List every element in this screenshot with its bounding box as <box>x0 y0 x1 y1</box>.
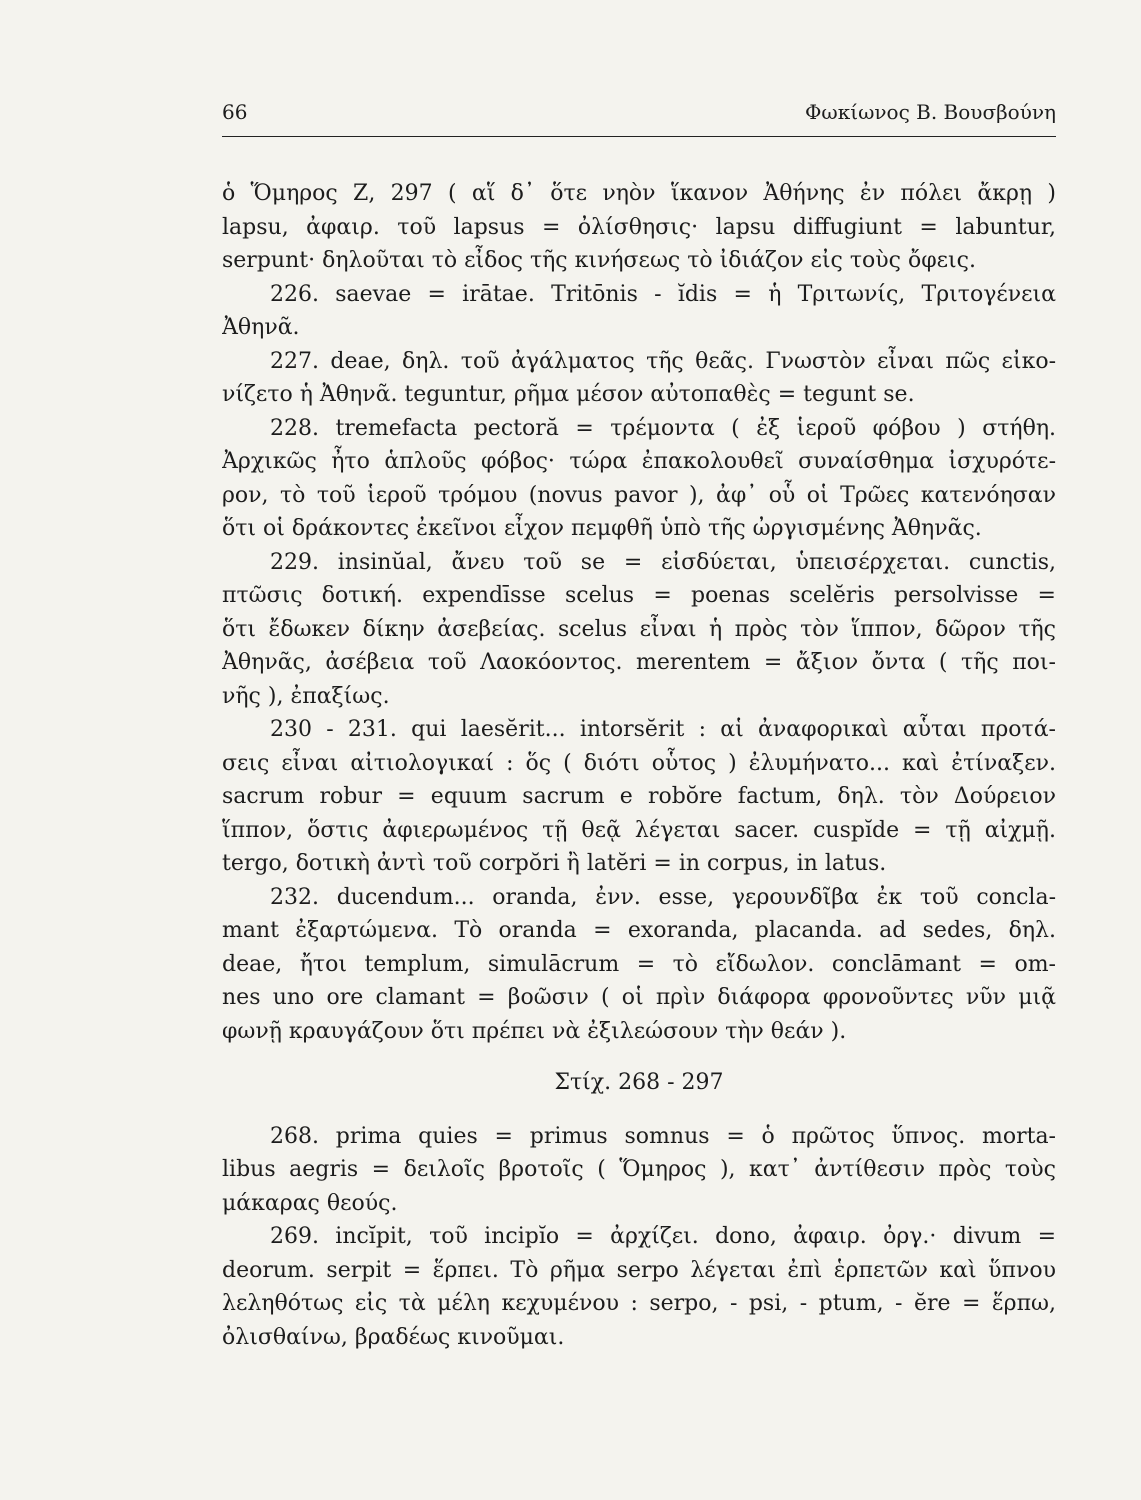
text-line: sacrum robur = equum sacrum e robŏre factum, δηλ. τὸν Δούρειον <box>222 784 1056 809</box>
text-line: ὁ Ὅμηρος Ζ, 297 ( αἵ δ᾽ ὅτε νηὸν ἵκανον Ἀθήνης ἐν πόλει ἄκρῃ ) <box>222 181 1056 206</box>
text-line: Ἀρχικῶς ἦτο ἁπλοῦς φόβος· τώρα ἐπακολουθεῖ συναίσθημα ἰσχυρότε- <box>222 449 1056 474</box>
text-line: Ἀθηνᾶ. <box>222 315 300 340</box>
text-line: νῆς ), ἐπαξίως. <box>222 683 390 709</box>
text-line: ὀλισθαίνω, βραδέως κινοῦμαι. <box>222 1324 565 1350</box>
text-line: mant ἐξαρτώμενα. Τὸ oranda = exoranda, placanda. ad sedes, δηλ. <box>222 918 1056 943</box>
text-line: deorum. serpit = ἕρπει. Τὸ ρῆμα serpo λέγεται ἐπὶ ἑρπετῶν καὶ ὕπνου <box>222 1257 1056 1283</box>
text-line: nes uno ore clamant = βοῶσιν ( οἱ πρὶν διάφορα φρονοῦντες νῦν μιᾷ <box>222 985 1056 1010</box>
text-line: 269. incĭpit, τοῦ incipĭo = ἀρχίζει. dono, ἀφαιρ. ὀργ.· divum = <box>270 1224 1056 1249</box>
text-line: νίζετο ἡ Ἀθηνᾶ. teguntur, ρῆμα μέσον αὐτοπαθὲς = tegunt se. <box>222 382 915 407</box>
section-title: Στίχ. 268 - 297 <box>554 1070 724 1095</box>
text-line: 230 - 231. qui laesĕrit... intorsĕrit : αἱ ἀναφορικαὶ αὗται προτά- <box>270 717 1056 742</box>
text-line: σεις εἶναι αἰτιολογικαί : ὅς ( διότι οὗτος ) ἐλυμήνατο... καὶ ἐτίναξεν. <box>222 750 1056 776</box>
page-number: 66 <box>222 100 248 124</box>
text-line: 232. ducendum... oranda, ἐνν. esse, γερουνδῖβα ἐκ τοῦ concla- <box>270 884 1056 910</box>
text-line: deae, ἤτοι templum, simulācrum = τὸ εἴδωλον. conclāmant = om- <box>222 951 1056 977</box>
text-line: ὅτι οἱ δράκοντες ἐκεῖνοι εἶχον πεμφθῆ ὑπὸ τῆς ὠργισμένης Ἀθηνᾶς. <box>222 516 982 541</box>
text-line: libus aegris = δειλοῖς βροτοῖς ( Ὅμηρος ), κατ᾽ ἀντίθεσιν πρὸς τοὺς <box>222 1157 1056 1182</box>
text-line: 227. deae, δηλ. τοῦ ἀγάλματος τῆς θεᾶς. Γνωστὸν εἶναι πῶς εἰκο- <box>270 348 1056 374</box>
text-line: 268. prima quies = primus somnus = ὁ πρῶτος ὕπνος. morta- <box>270 1123 1056 1149</box>
text-line: φωνῇ κραυγάζουν ὅτι πρέπει νὰ ἐξιλεώσουν τὴν θεάν ). <box>222 1018 847 1044</box>
page-header <box>222 100 1056 140</box>
text-line: 226. saevae = irātae. Tritōnis - ĭdis = ἡ Τριτωνίς, Τριτογένεια <box>270 281 1056 307</box>
text-line: πτῶσις δοτική. expendīsse scelus = poenas scelĕris persolvisse = <box>222 583 1056 608</box>
text-line: ἵππον, ὅστις ἀφιερωμένος τῇ θεᾷ λέγεται sacer. cuspĭde = τῇ αἰχμῇ. <box>222 817 1056 843</box>
text-line: tergo, δοτικὴ ἀντὶ τοῦ corpŏri ἢ latĕri = in corpus, in latus. <box>222 851 887 876</box>
text-line: serpunt· δηλοῦται τὸ εἶδος τῆς κινήσεως τὸ ἰδιάζον εἰς τοὺς ὄφεις. <box>222 248 976 273</box>
text-line: Ἀθηνᾶς, ἀσέβεια τοῦ Λαοκόοντος. merentem = ἄξιον ὄντα ( τῆς ποι- <box>222 650 1056 675</box>
running-head: Φωκίωνος Β. Βουσβούνη <box>805 100 1056 124</box>
page-body <box>222 177 1056 1354</box>
text-line: 229. insinŭal, ἄνευ τοῦ se = εἰσδύεται, ὑπεισέρχεται. cunctis, <box>270 549 1056 575</box>
text-line: μάκαρας θεούς. <box>222 1190 398 1216</box>
text-line: ρον, τὸ τοῦ ἱεροῦ τρόμου (novus pavor ), ἀφ᾽ οὗ οἱ Τρῶες κατενόησαν <box>222 482 1056 508</box>
text-line: lapsu, ἀφαιρ. τοῦ lapsus = ὀλίσθησις· lapsu diffugiunt = labuntur, <box>222 214 1056 240</box>
text-line: λεληθότως εἰς τὰ μέλη κεχυμένου : serpo, - psi, - ptum, - ĕre = ἕρπω, <box>222 1291 1056 1316</box>
text-line: 228. tremefacta pectoră = τρέμοντα ( ἐξ ἱεροῦ φόβου ) στήθη. <box>270 415 1056 441</box>
text-line: ὅτι ἔδωκεν δίκην ἀσεβείας. scelus εἶναι ἡ πρὸς τὸν ἵππον, δῶρον τῆς <box>222 616 1056 642</box>
header-rule <box>222 136 1056 137</box>
